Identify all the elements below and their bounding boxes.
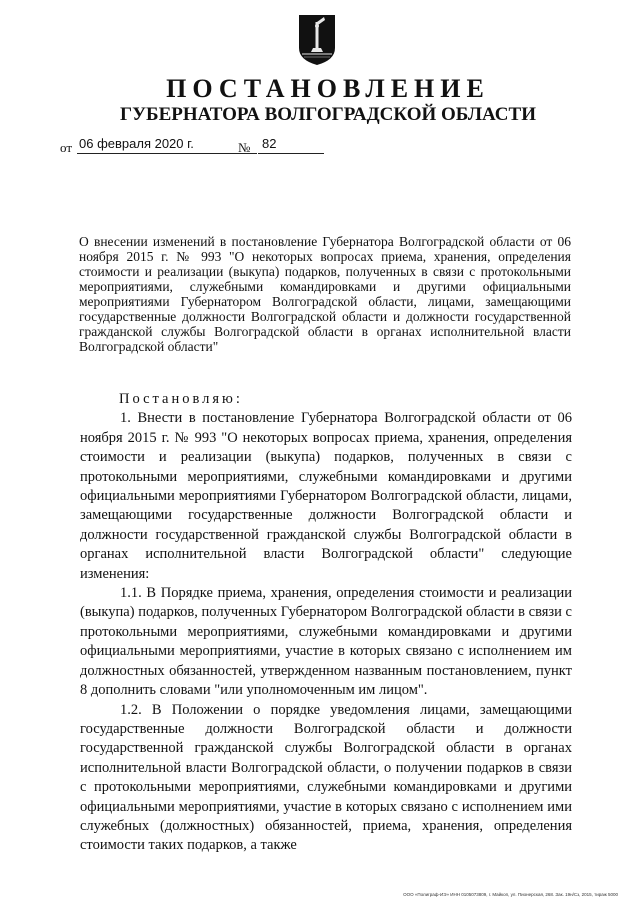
document-number: 82 bbox=[258, 136, 324, 154]
document-subject: О внесении изменений в постановление Губернатора Волгоградской области от 06 ноября 2015 г. № 993 "О некоторых вопросах приема, хранения, определения стоимости и реализации (выкупа) подарков, полученных в связи с протокольными мероприятиями, служебными командировками и другими официальными мероприятиями Губернатором Волгоградской области, лицами, замещающими государственные должности Волгоградской области и должности государственной гражданской службы Волгоградской области в органах исполнительной власти Волгоградской области" bbox=[79, 234, 571, 354]
paragraph-1-1: 1.1. В Порядке приема, хранения, определения стоимости и реализации (выкупа) подарков, полученных Губернатором Волгоградской области в связи с протокольными мероприятиями, служебными командировками и другими официальными мероприятиями, участие в которых связано с исполнением им должностных обязанностей, утвержденном названным постановлением, пункт 8 дополнить словами "или уполномоченным им лицом". bbox=[80, 585, 572, 699]
date-prefix: от bbox=[60, 140, 73, 155]
printer-imprint: ООО «Полиграф-ИЭ» ИНН 0105073809, г. Майкоп, ул. Пионерская, 268. Зак. 19н/Сз, 2015, тираж 5000 bbox=[403, 892, 618, 897]
document-title: ПОСТАНОВЛЕНИЕ bbox=[166, 74, 490, 103]
paragraph-1-2: 1.2. В Положении о порядке уведомления лицами, замещающими государственные должности Волгоградской области и должности государственной гражданской службы Волгоградской области в органах исполнительной власти Волгоградской области, о получении подарков в связи с протокольными мероприятиями, служебными командировками и другими официальными мероприятиями, участие в которых связано с исполнением ими служебных (должностных) обязанностей, приема, хранения, определения стоимости таких подарков, а также bbox=[80, 701, 572, 854]
coat-of-arms-emblem bbox=[298, 14, 336, 66]
paragraph-1: 1. Внести в постановление Губернатора Волгоградской области от 06 ноября 2015 г. № 993 "О некоторых вопросах приема, хранения, определения стоимости и реализации (выкупа) подарков, полученных в связи с протокольными мероприятиями, служебными командировками и другими официальными мероприятиями Губернатором Волгоградской области, лицами, замещающими государственные должности Волгоградской области и должности государственной гражданской службы Волгоградской области в органах исполнительной власти Волгоградской области" следующие изменения: bbox=[80, 410, 572, 582]
number-prefix: № bbox=[238, 140, 251, 155]
document-subtitle: ГУБЕРНАТОРА ВОЛГОГРАДСКОЙ ОБЛАСТИ bbox=[120, 104, 536, 125]
document-date: 06 февраля 2020 г. bbox=[77, 136, 257, 154]
resolve-heading: Постановляю: bbox=[119, 391, 243, 407]
document-body bbox=[80, 390, 572, 856]
